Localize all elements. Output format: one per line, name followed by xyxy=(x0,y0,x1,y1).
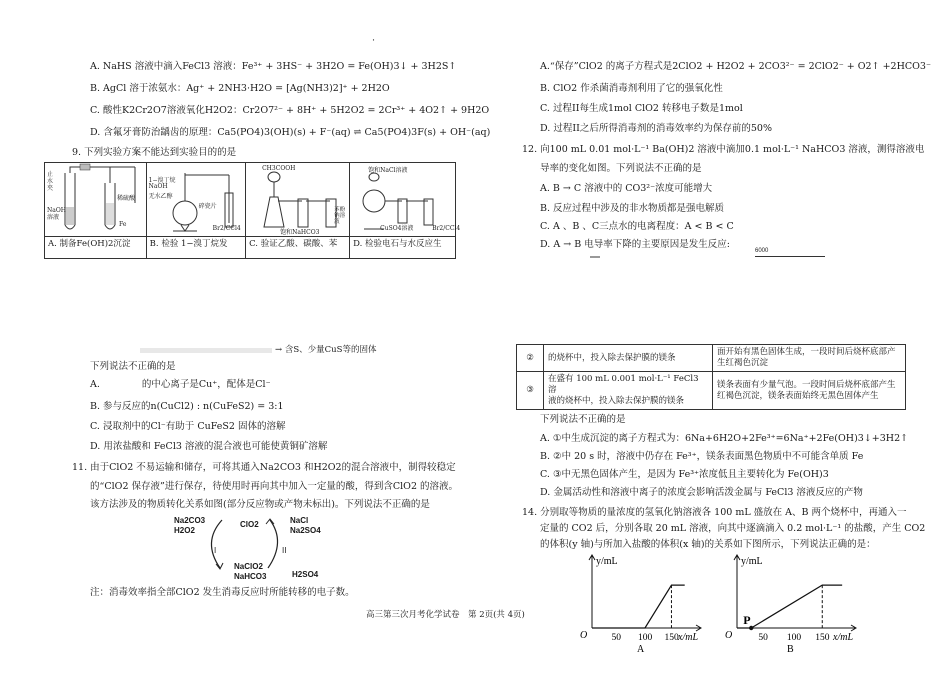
q10-option-b[interactable]: B. 参与反应的n(CuCl2) : n(CuFeS2) = 3:1 xyxy=(90,401,284,412)
q13-option-d[interactable]: D. 金属活动性和溶液中离子的浓度会影响活泼金属与 FeCl3 溶液反应的产物 xyxy=(540,487,863,498)
q13-table xyxy=(516,344,906,410)
q11-option-c[interactable]: C. 过程II每生成1mol ClO2 转移电子数是1mol xyxy=(540,103,743,114)
x-tick-label: 50 xyxy=(758,633,768,643)
chart-title: A xyxy=(637,644,645,652)
x-tick-label: 150 xyxy=(815,633,830,643)
x-tick-label: 50 xyxy=(611,633,621,643)
q13-row2-obs: 面开始有黑色固体生成，一段时间后烧杯底部产 生红褐色沉淀 xyxy=(713,345,906,372)
diagram-clo2: ClO2 xyxy=(240,520,259,529)
apparatus-c-icon xyxy=(246,163,350,237)
label-dilute-acid: 稀硫酸 xyxy=(117,195,136,202)
q12-option-d[interactable]: D. A → B 电导率下降的主要原因是发生反应: xyxy=(540,239,730,250)
q11-cycle-diagram xyxy=(160,512,340,584)
label-ch3cooh: CH3COOH xyxy=(262,165,296,172)
q9-option-a[interactable]: A. 制备Fe(OH)2沉淀 xyxy=(45,237,147,259)
chart-title: B xyxy=(787,644,794,652)
q13-row3-num: ③ xyxy=(517,372,544,410)
q9-stem: 9. 下列实验方案不能达到实验目的的是 xyxy=(72,147,237,158)
q8-option-b[interactable]: B. AgCl 溶于浓氨水：Ag⁺ + 2NH3·H2O = [Ag(NH3)2]⁺ + 2H2O xyxy=(90,83,390,94)
diagram-h2so4: H2SO4 xyxy=(292,570,319,579)
diagram-step-1: I xyxy=(214,546,217,555)
q8-option-c[interactable]: C. 酸性K2Cr2O7溶液氧化H2O2：Cr2O7²⁻ + 8H⁺ + 5H2O2 = 2Cr³⁺ + 4O2↑ + 9H2O xyxy=(90,105,490,116)
diagram-nacl: NaCl xyxy=(290,516,309,525)
origin-label: O xyxy=(725,630,733,641)
q12-stem-line1: 12. 向100 mL 0.01 mol·L⁻¹ Ba(OH)2 溶液中滴加0.1 mol·L⁻¹ NaHCO3 溶液，测得溶液电 xyxy=(522,144,925,155)
header-dot: · xyxy=(372,35,376,46)
q11-option-a[interactable]: A.“保存”ClO2 的离子方程式是2ClO2 + H2O2 + 2CO3²⁻ = 2ClO2⁻ + O2↑ +2HCO3⁻ xyxy=(540,61,931,72)
q11-stem-line3: 该方法涉及的物质转化关系如图(部分反应物或产物未标出)。下列说法不正确的是 xyxy=(90,499,430,510)
label-naoh: NaOH溶液 xyxy=(47,207,66,221)
q11-option-b[interactable]: B. ClO2 作杀菌消毒剂利用了它的强氧化性 xyxy=(540,83,723,94)
label-naoh-b: NaOH xyxy=(148,183,168,190)
label-ethanol: 无水乙醇 xyxy=(148,193,173,200)
q11-note: 注：消毒效率指全部ClO2 发生消毒反应时所能转移的电子数。 xyxy=(90,587,355,598)
q11-stem-line1: 11. 由于ClO2 不易运输和储存，可将其通入Na2CO3 和H2O2的混合溶液中，制得较稳定 xyxy=(72,462,456,473)
q9-panel-b-figure xyxy=(146,163,245,237)
q14-stem-line2: 定量的 CO2 后，分别各取 20 mL 溶液，向其中逐滴滴入 0.2 mol·L⁻¹ 的盐酸，产生 CO2 xyxy=(540,523,926,534)
q12-option-b[interactable]: B. 反应过程中涉及的非水物质都是强电解质 xyxy=(540,203,725,214)
series-line xyxy=(592,585,685,628)
q13-option-c[interactable]: C. ③中无黑色固体产生，是因为 Fe³⁺浓度低且主要转化为 Fe(OH)3 xyxy=(540,469,829,480)
series-line xyxy=(737,585,842,628)
label-chips: 碎瓷片 xyxy=(198,203,217,210)
q14-chart-a xyxy=(570,552,710,652)
q12-option-a[interactable]: A. B → C 溶液中的 CO3²⁻浓度可能增大 xyxy=(540,183,713,194)
diagram-nahco3: NaHCO3 xyxy=(234,572,267,581)
q10-option-a[interactable]: A. 的中心离子是Cu⁺，配体是Cl⁻ xyxy=(90,379,271,390)
label-nahco3: 饱和NaHCO3 xyxy=(280,229,320,236)
q13-row2-proc: 的烧杯中，投入除去保护膜的镁条 xyxy=(544,345,713,372)
diagram-h2o2: H2O2 xyxy=(174,526,195,535)
table-row xyxy=(517,372,906,410)
q13-option-a[interactable]: A. ①中生成沉淀的离子方程式为：6Na+6H2O+2Fe³⁺=6Na⁺+2Fe(OH)3↓+3H2↑ xyxy=(540,433,909,444)
q12-option-c[interactable]: C. A 、B 、C三点水的电离程度：A < B < C xyxy=(540,221,734,232)
table-row xyxy=(517,345,906,372)
label-phenoxide: 苯酚钠溶液 xyxy=(334,207,346,225)
diagram-step-2: II xyxy=(282,546,287,555)
q11-option-d[interactable]: D. 过程II之后所得消毒剂的消毒效率约为保存前的50% xyxy=(540,123,772,134)
q10-option-d[interactable]: D. 用浓盐酸和 FeCl3 溶液的混合液也可能使黄铜矿溶解 xyxy=(90,441,328,452)
q10-flow-text: → 含S、少量CuS等的固体 xyxy=(275,345,377,355)
label-nacl-sat: 饱和NaCl溶液 xyxy=(368,167,408,174)
q10-stem: 下列说法不正确的是 xyxy=(90,361,176,372)
q13-row3-obs: 镁条表面有少量气泡。一段时间后烧杯底部产生 红褐色沉淀，镁条表面始终无黑色固体产生 xyxy=(713,372,906,410)
q9-option-d[interactable]: D. 检验电石与水反应生 xyxy=(350,237,456,259)
x-axis-label: x/mL xyxy=(833,632,853,643)
label-br2-d: Br2/CCl4 xyxy=(432,225,461,232)
label-cuso4: CuSO4溶液 xyxy=(380,225,414,232)
diagram-naclo2: NaClO2 xyxy=(234,562,263,571)
flow-arrow-bar xyxy=(140,348,272,353)
q13-option-b[interactable]: B. ②中 20 s 时，溶液中仍存在 Fe³⁺，镁条表面黑色物质中不可能含单质 Fe xyxy=(540,451,864,462)
diagram-na2co3: Na2CO3 xyxy=(174,516,206,525)
q8-option-a[interactable]: A. NaHS 溶液中滴入FeCl3 溶液：Fe³⁺ + 3HS⁻ + 3H2O = Fe(OH)3↓ + 3H2S↑ xyxy=(90,61,457,72)
q13-row3-proc: 在盛有 100 mL 0.001 mol·L⁻¹ FeCl3 溶 液的烧杯中，投入除去保护膜的镁条 xyxy=(544,372,713,410)
y-axis-label: y/mL xyxy=(741,556,763,567)
x-tick-label: 150 xyxy=(664,633,679,643)
q10-option-c[interactable]: C. 浸取剂中的Cl⁻有助于 CuFeS2 固体的溶解 xyxy=(90,421,286,432)
q13-row2-num: ② xyxy=(517,345,544,372)
x-tick-label: 100 xyxy=(786,633,802,643)
q14-stem-line3: 的体积(y 轴)与所加入盐酸的体积(x 轴)的关系如下图所示，下列说法正确的是： xyxy=(540,539,876,550)
q8-option-d[interactable]: D. 含氟牙膏防治龋齿的原理：Ca5(PO4)3(OH)(s) + F⁻(aq) ⇌ Ca5(PO4)3F(s) + OH⁻(aq) xyxy=(90,127,491,138)
y-axis-label: y/mL xyxy=(596,556,618,567)
q9-panel-d-figure xyxy=(350,163,461,237)
q12-graph-axis xyxy=(755,256,825,257)
page-footer: 高三第三次月考化学试卷 第 2页(共 4页) xyxy=(366,610,525,620)
diagram-na2so4: Na2SO4 xyxy=(290,526,321,535)
label-bromobutane: 1−溴丁烷 xyxy=(148,177,176,184)
x-axis-label: x/mL xyxy=(678,632,698,643)
x-tick-label: 100 xyxy=(637,633,653,643)
q9-panel-a-figure xyxy=(45,163,147,237)
q9-panel-c-figure xyxy=(246,163,350,237)
q14-chart-b xyxy=(715,552,865,652)
q9-option-b[interactable]: B. 检验 1−溴丁烷发 xyxy=(146,237,245,259)
q13-stem: 下列说法不正确的是 xyxy=(540,414,626,425)
q12-stem-line2: 导率的变化如图。下列说法不正确的是 xyxy=(540,163,702,174)
label-br2-b: Br2/CCl4 xyxy=(212,225,241,232)
q14-stem-line1: 14. 分别取等物质的量浓度的氢氧化钠溶液各 100 mL 盛放在 A、B 两个烧杯中，再通入一 xyxy=(522,507,907,518)
q12-graph-stub xyxy=(590,256,600,258)
q11-stem-line2: 的“ClO2 保存液”进行保存，待使用时再向其中加入一定量的酸，得到含ClO2 的溶液。 xyxy=(90,481,459,492)
q9-apparatus-table xyxy=(44,162,461,259)
q12-graph-tick: 6000 xyxy=(755,248,769,254)
label-stop-clamp: 止水夹 xyxy=(47,171,54,192)
label-fe: Fe xyxy=(119,221,127,228)
origin-label: O xyxy=(580,630,588,641)
q9-option-c[interactable]: C. 验证乙酸、碳酸、苯 xyxy=(246,237,350,259)
point-label: P xyxy=(743,613,751,627)
